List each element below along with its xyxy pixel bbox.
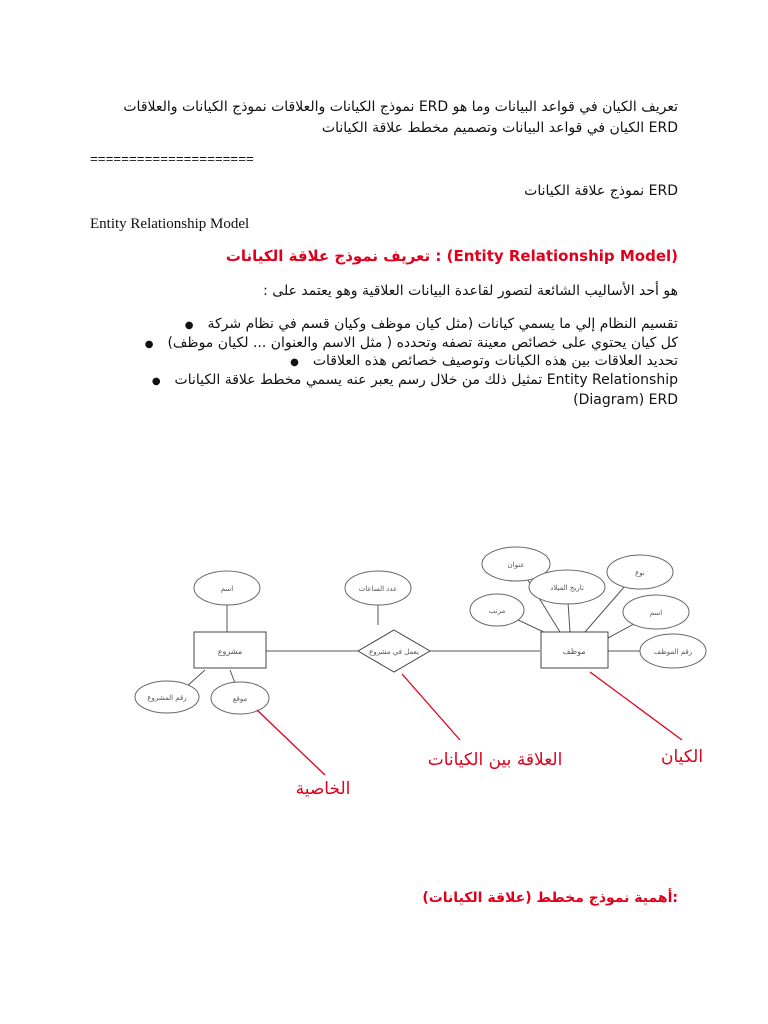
attr-location: موقع: [232, 695, 248, 703]
bullet-text: كل كيان يحتوي على خصائص معينة تصفه وتحدده ( مثل الاسم والعنوان ... لكيان موظف): [167, 335, 678, 351]
english-title: Entity Relationship Model: [90, 216, 250, 232]
attr-gender: نوع: [635, 569, 645, 577]
separator: =====================: [90, 152, 254, 167]
attr-emp-number: رقم الموظف: [653, 648, 693, 656]
attr-project-number: رقم المشروع: [147, 694, 187, 702]
label-entity: الكيان: [660, 747, 704, 767]
subtitle: ERD نموذج علاقة الكيانات: [524, 183, 678, 199]
bullet-dot-icon: ●: [151, 376, 171, 387]
list-item: [90, 370, 678, 392]
attr-salary: مرتب: [488, 607, 506, 615]
definition-heading: (Entity Relationship Model) : تعريف نموذج علاقة الكيانات: [225, 247, 678, 265]
title-line-1: تعريف الكيان في قواعد البيانات وما هو ERD نموذج الكيانات والعلاقات نموذج الكيانات والعلاقات: [123, 99, 678, 115]
bullet-dot-icon: ●: [144, 339, 164, 350]
er-diagram: [130, 540, 720, 810]
pointer-relationship: [402, 674, 460, 740]
importance-heading: :أهمية نموذج مخطط (علاقة الكيانات): [422, 890, 678, 906]
attr-project-name: اسم: [220, 585, 234, 593]
bullet-text: تحديد العلاقات بين هذه الكيانات وتوصيف خصائص هذه العلاقات: [312, 353, 678, 369]
label-relationship: العلاقة بين الكيانات: [427, 750, 563, 770]
label-attribute: الخاصية: [295, 779, 351, 799]
attr-hours: عدد الساعات: [358, 585, 398, 593]
bullet-continuation: Diagram) ERD): [573, 392, 678, 408]
attr-emp-name: اسم: [649, 609, 663, 617]
attr-address: عنوان: [507, 561, 525, 569]
bullet-dot-icon: ●: [184, 320, 204, 331]
entity-project-label: مشروع: [217, 647, 243, 656]
bullet-text: تقسيم النظام إلي ما يسمي كيانات (مثل كيان موظف وكيان قسم في نظام شركة: [207, 316, 678, 332]
pointer-attribute: [257, 710, 325, 775]
bullet-dot-icon: ●: [290, 357, 309, 368]
relationship-label: يعمل في مشروع: [369, 648, 419, 656]
entity-employee-label: موظف: [562, 647, 586, 656]
attr-birthdate: تاريخ الميلاد: [550, 584, 584, 592]
title-line-2: ERD الكيان في قواعد البيانات وتصميم مخطط علاقة الكيانات: [321, 120, 678, 136]
bullet-text: Entity Relationship تمثيل ذلك من خلال رسم يعبر عنه يسمي مخطط علاقة الكيانات: [174, 372, 678, 388]
intro-text: هو أحد الأساليب الشائعة لتصور لقاعدة البيانات العلاقية وهو يعتمد على :: [263, 283, 678, 299]
pointer-entity: [590, 672, 682, 740]
